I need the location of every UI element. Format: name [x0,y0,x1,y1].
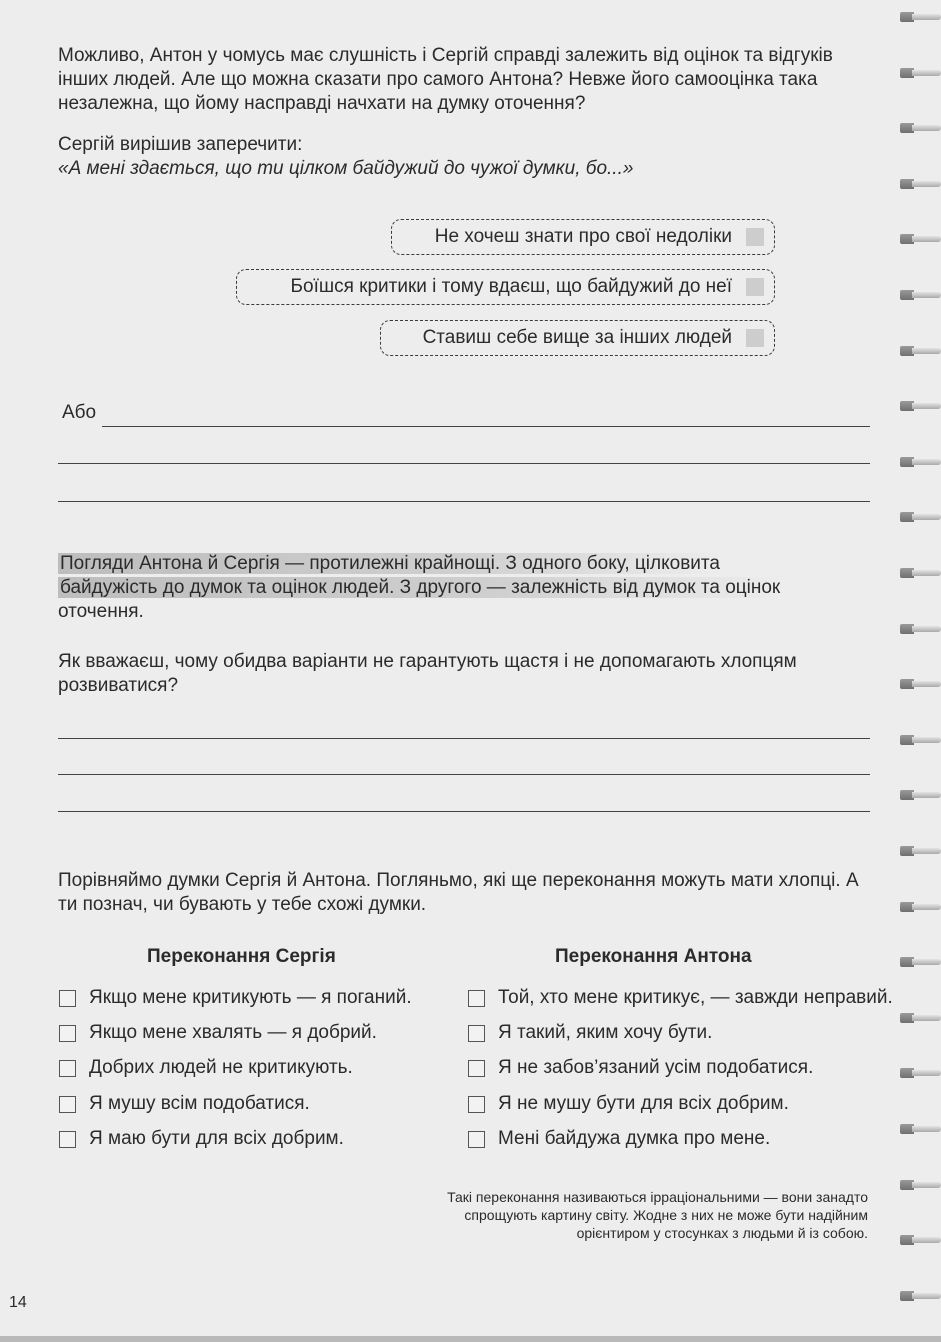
spiral-ring [896,1011,941,1025]
belief-text: Я не мушу бути для всіх добрим. [498,1093,789,1114]
spiral-ring [896,1066,941,1080]
belief-checkbox[interactable] [59,1131,76,1148]
answer-line[interactable] [102,426,870,427]
sergiy-belief-item[interactable] [59,1093,310,1115]
sergiy-belief-item[interactable] [59,987,412,1009]
belief-text: Той, хто мене критикує, — завжди неправий. [498,987,893,1008]
spiral-ring [896,455,941,469]
extremes-paragraph [58,552,878,624]
spiral-ring [896,788,941,802]
spiral-ring [896,955,941,969]
sergiy-belief-item[interactable] [59,1128,344,1150]
option-checkbox[interactable] [746,228,764,246]
belief-checkbox[interactable] [59,990,76,1007]
irrational-beliefs-note [348,1188,868,1242]
spiral-ring [896,177,941,191]
abo-label: Або [62,402,97,423]
answer-line[interactable] [58,463,870,464]
anton-belief-item[interactable] [468,1022,712,1044]
belief-checkbox[interactable] [59,1025,76,1042]
spiral-ring [896,1178,941,1192]
belief-text: Мені байдужа думка про мене. [498,1128,771,1149]
sergiy-quote: «А мені здається, що ти цілком байдужий до чужої думки, бо...» [58,158,634,179]
sergiy-paragraph [58,133,858,181]
answer-line[interactable] [58,811,870,812]
highlight-tail: оточення. [58,601,144,622]
sergiy-lead: Сергій вирішив заперечити: [58,134,303,155]
belief-text: Я маю бути для всіх добрим. [89,1128,344,1149]
belief-checkbox[interactable] [59,1060,76,1077]
spiral-ring [896,1122,941,1136]
answer-line[interactable] [58,738,870,739]
note-line: Такі переконання називаються ірраціональними — вони занадто [447,1189,868,1205]
option-1[interactable] [391,219,775,255]
option-checkbox[interactable] [746,329,764,347]
belief-checkbox[interactable] [468,1096,485,1113]
anton-belief-item[interactable] [468,1128,770,1150]
belief-text: Якщо мене хвалять — я добрий. [89,1022,377,1043]
answer-line[interactable] [58,774,870,775]
belief-text: Я не забов’язаний усім подобатися. [498,1057,814,1078]
spiral-ring [896,1289,941,1303]
spiral-binding [896,0,941,1336]
anton-belief-item[interactable] [468,1093,789,1115]
answer-line[interactable] [58,501,870,502]
option-label: Ставиш себе вище за інших людей [422,327,732,348]
anton-belief-item[interactable] [468,987,893,1009]
sergiy-beliefs-title: Переконання Сергія [147,946,336,967]
sergiy-belief-item[interactable] [59,1057,353,1079]
spiral-ring [896,399,941,413]
belief-checkbox[interactable] [59,1096,76,1113]
spiral-ring [896,232,941,246]
spiral-ring [896,1233,941,1247]
belief-text: Добрих людей не критикують. [89,1057,353,1078]
intro-paragraph: Можливо, Антон у чомусь має слушність і Сергій справді залежить від оцінок та відгуків інших людей. Але що можна сказати про самого Антона? Невже його самооцінка така незалежна, що йому насправді начхати на думку оточення? [58,45,833,114]
option-label: Не хочеш знати про свої недоліки [434,226,732,247]
belief-text: Я такий, яким хочу бути. [498,1022,713,1043]
spiral-ring [896,66,941,80]
belief-checkbox[interactable] [468,990,485,1007]
spiral-ring [896,121,941,135]
sergiy-belief-item[interactable] [59,1022,377,1044]
note-line: орієнтиром у стосунках з людьми й із собою. [576,1225,868,1241]
option-checkbox[interactable] [746,278,764,296]
spiral-ring [896,844,941,858]
spiral-ring [896,677,941,691]
belief-text: Я мушу всім подобатися. [89,1093,310,1114]
page-bottom-edge [0,1336,941,1342]
anton-beliefs-title: Переконання Антона [555,946,752,967]
spiral-ring [896,510,941,524]
belief-checkbox[interactable] [468,1060,485,1077]
belief-checkbox[interactable] [468,1025,485,1042]
spiral-ring [896,900,941,914]
spiral-ring [896,288,941,302]
option-label: Боїшся критики і тому вдаєш, що байдужий до неї [290,276,732,297]
page-number: 14 [9,1294,27,1311]
anton-belief-item[interactable] [468,1057,813,1079]
spiral-ring [896,733,941,747]
belief-checkbox[interactable] [468,1131,485,1148]
highlight-line: Погляди Антона й Сергія — протилежні крайнощі. З одного боку, цілковита [60,553,720,574]
note-line: спрощують картину світу. Жодне з них не може бути надійним [464,1207,868,1223]
question-paragraph: Як вважаєш, чому обидва варіанти не гарантують щастя і не допомагають хлопцям розвиватися? [58,651,797,696]
option-2[interactable] [236,269,775,305]
spiral-ring [896,622,941,636]
compare-paragraph: Порівняймо думки Сергія й Антона. Погляньмо, які ще переконання можуть мати хлопці. А ти познач, чи бувають у тебе схожі думки. [58,870,859,915]
highlight-line: байдужість до думок та оцінок людей. З другого — залежність від думок та оцінок [60,577,781,598]
belief-text: Якщо мене критикують — я поганий. [89,987,412,1008]
spiral-ring [896,344,941,358]
option-3[interactable] [380,320,775,356]
spiral-ring [896,10,941,24]
spiral-ring [896,566,941,580]
